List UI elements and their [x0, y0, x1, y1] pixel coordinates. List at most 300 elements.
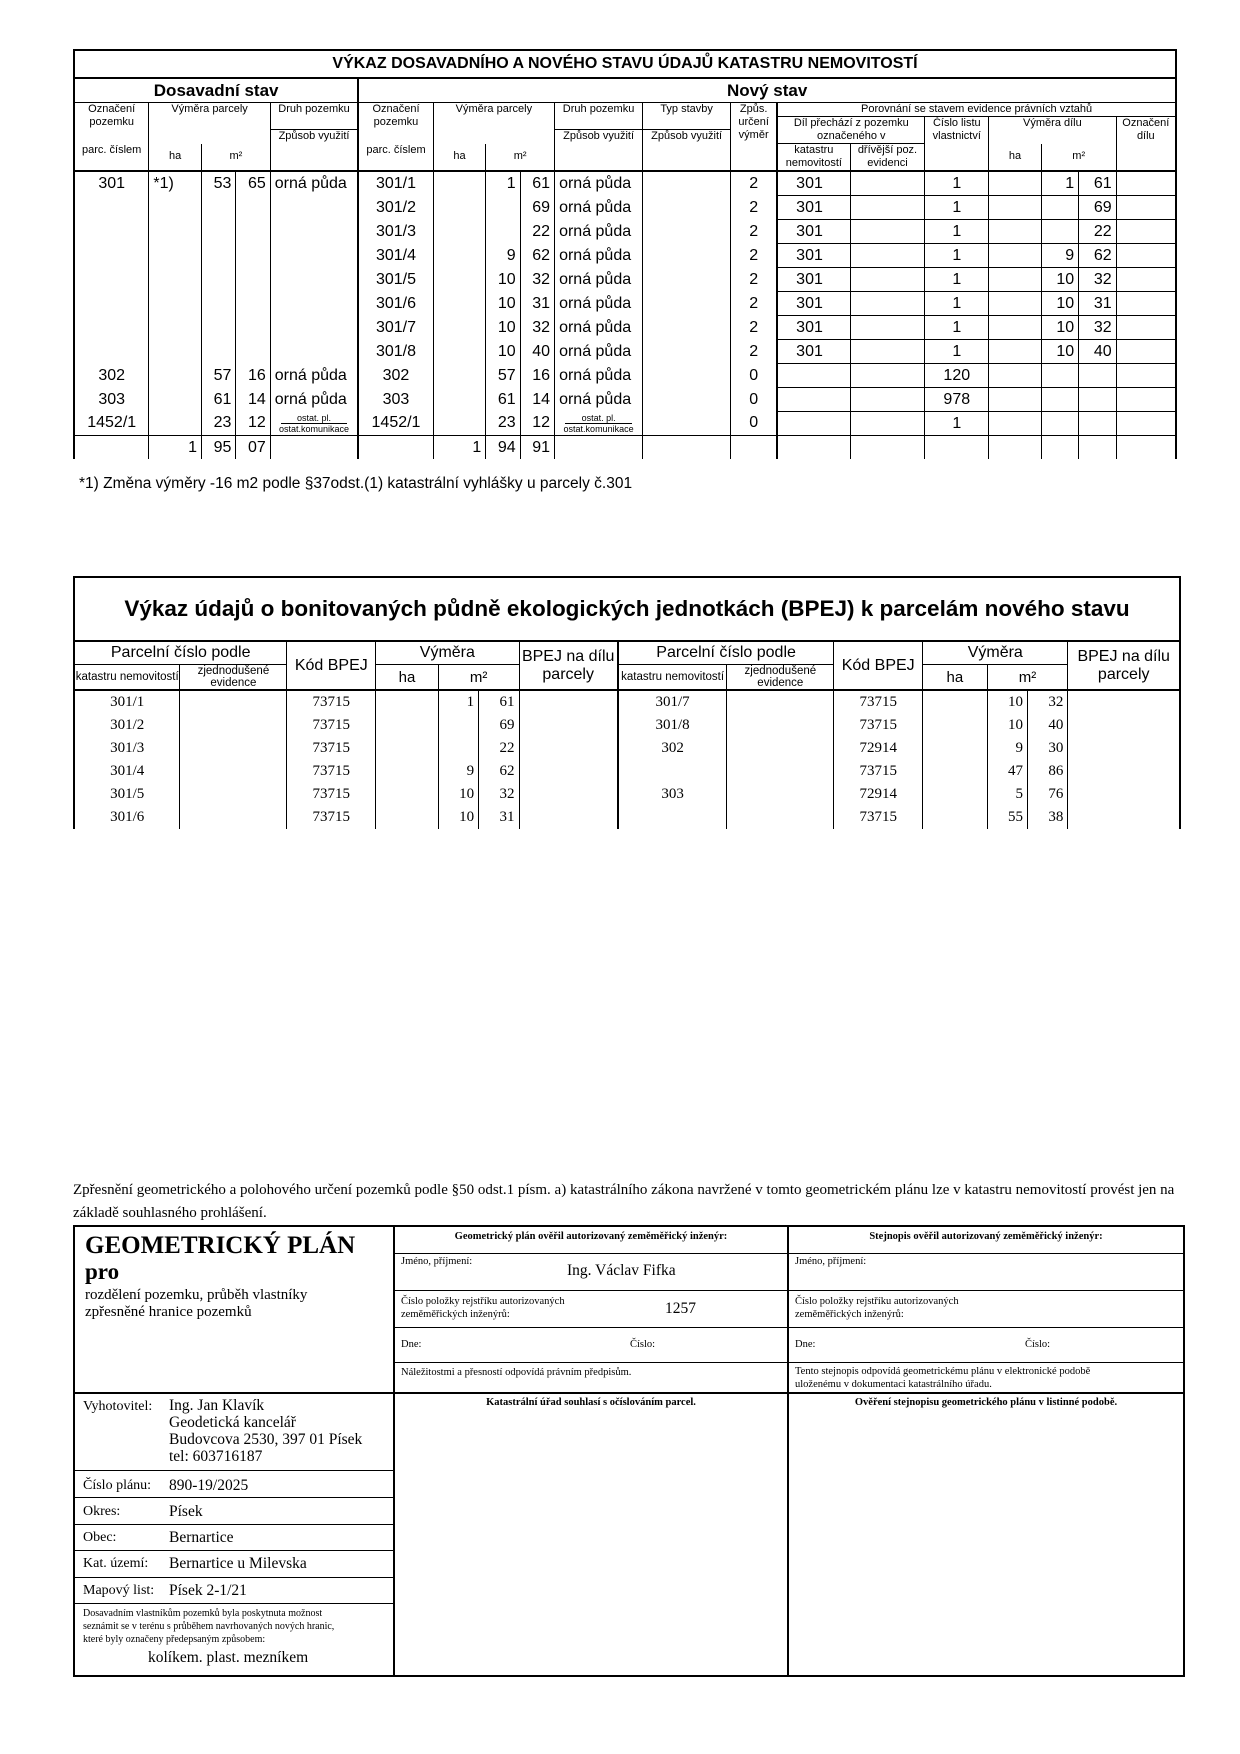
- cell-katastru: 301: [777, 340, 850, 364]
- bpej-m2a: 9: [987, 737, 1027, 760]
- cell-old-m2a: [201, 244, 235, 268]
- tot-empty: [74, 436, 149, 460]
- cell-dil-ozn: [1116, 412, 1176, 436]
- tot-empty: [925, 436, 989, 460]
- bpej-parc: 301/3: [75, 737, 180, 760]
- t2-h-bpej: BPEJ na dílu parcely: [519, 642, 618, 690]
- cell-dil-m2b: 31: [1079, 292, 1116, 316]
- bpej-kod: 73715: [834, 760, 923, 783]
- cell-drivejsi: [850, 388, 925, 412]
- h-porovnani: Porovnání se stavem evidence právních vztahů: [777, 103, 1176, 117]
- cell-new-druh: orná půda: [555, 364, 643, 388]
- cell-new-parc: 1452/1: [358, 412, 433, 436]
- cell-typ: [643, 244, 731, 268]
- cell-dil-m2b: 40: [1079, 340, 1116, 364]
- bpej-ha: [376, 714, 439, 737]
- cell-dil-m2a: 9: [1041, 244, 1078, 268]
- cell-urceni: 2: [731, 244, 778, 268]
- cell-list: 1: [925, 220, 989, 244]
- table-row: [74, 292, 1176, 316]
- bpej-ha: [376, 690, 439, 714]
- cell-katastru: [777, 412, 850, 436]
- tot-empty: [777, 436, 850, 460]
- cell-new-druh: orná půda: [555, 244, 643, 268]
- cell-old-druh: [270, 292, 358, 316]
- cell-new-m2a: 9: [486, 244, 520, 268]
- cell-drivejsi: [850, 171, 925, 196]
- bpej-dil: [519, 690, 618, 714]
- cell-dil-ozn: [1116, 171, 1176, 196]
- bpej-ha: [376, 737, 439, 760]
- cell-dil-ozn: [1116, 292, 1176, 316]
- table-row: [75, 806, 1179, 829]
- cislo-label-r: Číslo:: [1025, 1339, 1051, 1350]
- cell-drivejsi: [850, 412, 925, 436]
- t2-h-vymera-r: Výměra: [923, 642, 1068, 665]
- cell-old-ha: [149, 316, 202, 340]
- t2-h-zjed: zjednodušené evidence: [180, 665, 287, 691]
- cell-old-m2a: [201, 340, 235, 364]
- table-row: [75, 783, 1179, 806]
- bpej-kod: 73715: [834, 714, 923, 737]
- cell-old-druh: [270, 196, 358, 220]
- bpej-ha: [376, 760, 439, 783]
- cell-dil-m2a: 1: [1041, 171, 1078, 196]
- cell-dil-m2b: 22: [1079, 220, 1116, 244]
- table-row: [74, 340, 1176, 364]
- plan-title: GEOMETRICKÝ PLÁN: [85, 1232, 356, 1259]
- cell-drivejsi: [850, 196, 925, 220]
- cell-typ: [643, 292, 731, 316]
- bpej-m2a: 10: [438, 806, 478, 829]
- bpej-parc: 301/2: [75, 714, 180, 737]
- bpej-parc: 301/7: [618, 690, 727, 714]
- bpej-m2b: 32: [1028, 690, 1068, 714]
- cell-urceni: 2: [731, 340, 778, 364]
- bpej-zjed: [180, 714, 287, 737]
- cell-old-ha: [149, 364, 202, 388]
- h-vymera-new: Výměra parcely: [433, 103, 554, 144]
- cell-list: 1: [925, 412, 989, 436]
- cell-new-druh: orná půda: [555, 340, 643, 364]
- bpej-zjed: [180, 760, 287, 783]
- table-row: [75, 714, 1179, 737]
- t2-h-parcelni: Parcelní číslo podle: [75, 642, 287, 665]
- cell-typ: [643, 220, 731, 244]
- t2-h-vymera: Výměra: [376, 642, 519, 665]
- bpej-ha: [923, 714, 988, 737]
- bpej-m2a: 10: [987, 690, 1027, 714]
- cell-new-ha: [433, 268, 486, 292]
- cell-new-m2a: 10: [486, 268, 520, 292]
- bpej-parc: 301/6: [75, 806, 180, 829]
- mid-head: Geometrický plán ověřil autorizovaný zeměměřický inženýr:: [454, 1231, 728, 1242]
- cell-dil-m2a: 10: [1041, 340, 1078, 364]
- t2-h-m2-r: m²: [987, 665, 1068, 691]
- section-old-state: Dosavadní stav: [74, 78, 358, 103]
- tot-empty: [555, 436, 643, 460]
- bpej-kod: 73715: [834, 690, 923, 714]
- cell-urceni: 2: [731, 196, 778, 220]
- bpej-m2b: 22: [479, 737, 519, 760]
- cell-katastru: 301: [777, 292, 850, 316]
- bpej-kod: 73715: [287, 714, 376, 737]
- cell-urceni: 2: [731, 316, 778, 340]
- bpej-kod: 73715: [287, 737, 376, 760]
- overeni-stejnopisu: Ověření stejnopisu geometrického plánu v listinné podobě.: [854, 1397, 1118, 1408]
- bpej-kod: 73715: [287, 760, 376, 783]
- cell-old-druh: ostat. pl. ostat.komunikace: [270, 412, 358, 436]
- cell-urceni: 2: [731, 292, 778, 316]
- polozka-cislo: 1257: [665, 1300, 696, 1317]
- plan-purpose-1: rozdělení pozemku, průběh vlastníky: [85, 1287, 308, 1303]
- cell-drivejsi: [850, 316, 925, 340]
- bpej-dil: [1068, 690, 1179, 714]
- cell-old-ha: [149, 388, 202, 412]
- okres: Písek: [169, 1503, 203, 1520]
- bpej-dil: [519, 783, 618, 806]
- cell-new-parc: 303: [358, 388, 433, 412]
- cell-new-m2b: 12: [520, 412, 554, 436]
- cell-old-m2b: 16: [236, 364, 270, 388]
- bpej-m2a: 10: [438, 783, 478, 806]
- cell-old-m2a: [201, 196, 235, 220]
- bpej-m2b: 32: [479, 783, 519, 806]
- cell-old-druh: [270, 316, 358, 340]
- cell-list: 120: [925, 364, 989, 388]
- t2-h-parcelni-r: Parcelní číslo podle: [618, 642, 834, 665]
- table-row: [74, 412, 1176, 436]
- cell-old-m2a: 23: [201, 412, 235, 436]
- cell-old-ha: [149, 244, 202, 268]
- bpej-m2a: 5: [987, 783, 1027, 806]
- cell-dil-m2b: 32: [1079, 268, 1116, 292]
- cell-old-m2b: [236, 340, 270, 364]
- cell-old-parc: 1452/1: [74, 412, 149, 436]
- vyhotovitel-label: Vyhotovitel:: [83, 1399, 153, 1414]
- cell-dil-ozn: [1116, 268, 1176, 292]
- table2-title: Výkaz údajů o bonitovaných půdně ekologických jednotkách (BPEJ) k parcelám nového stavu: [75, 578, 1179, 642]
- cell-dil-m2b: [1079, 364, 1116, 388]
- cell-new-ha: [433, 340, 486, 364]
- tot-empty: [358, 436, 433, 460]
- cell-dil-m2a: [1041, 412, 1078, 436]
- cell-list: 1: [925, 244, 989, 268]
- t2-h-zjed-r: zjednodušené evidence: [727, 665, 834, 691]
- cell-typ: [643, 340, 731, 364]
- cell-dil-m2b: [1079, 412, 1116, 436]
- bpej-zjed: [727, 760, 834, 783]
- tot-empty: [643, 436, 731, 460]
- legal-note: Zpřesnění geometrického a polohového určení pozemků podle §50 odst.1 písm. a) katastrálního zákona navržené v tomto geometrickém plánu lze v katastru nemovitostí provést jen na základě souhlasného prohlášení.: [73, 1182, 1175, 1221]
- cell-new-ha: [433, 316, 486, 340]
- bpej-zjed: [727, 806, 834, 829]
- table-row: [74, 316, 1176, 340]
- tot-empty: [1041, 436, 1078, 460]
- tot-new-m2b: 91: [520, 436, 554, 460]
- cell-katastru: 301: [777, 316, 850, 340]
- h-cislo-listu: Číslo listu vlastnictví: [925, 117, 989, 144]
- h-oznaceni-dilu: Označení dílu: [1116, 117, 1176, 144]
- bpej-kod: 72914: [834, 783, 923, 806]
- mapovy-list: Písek 2-1/21: [169, 1582, 247, 1599]
- okres-label: Okres:: [83, 1504, 121, 1519]
- bpej-dil: [1068, 760, 1179, 783]
- kat-uzemi-label: Kat. území:: [83, 1556, 149, 1571]
- cell-typ: [643, 364, 731, 388]
- cell-list: 978: [925, 388, 989, 412]
- cell-dil-m2b: 62: [1079, 244, 1116, 268]
- cell-old-m2b: [236, 292, 270, 316]
- cell-dil-ha: [989, 412, 1042, 436]
- t2-h-m2: m²: [438, 665, 519, 691]
- bpej-kod: 73715: [834, 806, 923, 829]
- table-row: [74, 388, 1176, 412]
- h-oznaceni-old: Označení pozemku: [74, 103, 149, 144]
- t2-h-ha-r: ha: [923, 665, 988, 691]
- stejnopis-text: Tento stejnopis odpovídá geometrickému plánu v elektronické podobě uloženému v dokumentaci katastrálního úřadu.: [795, 1366, 1091, 1390]
- tot-new-ha: 1: [433, 436, 486, 460]
- cislo-planu-label: Číslo plánu:: [83, 1478, 152, 1493]
- cell-urceni: 0: [731, 388, 778, 412]
- bpej-parc: 301/5: [75, 783, 180, 806]
- t2-h-kod-r: Kód BPEJ: [834, 642, 923, 690]
- cell-dil-m2a: 10: [1041, 292, 1078, 316]
- seznameni: Dosavadním vlastníkům pozemků byla poskytnuta možnost seznámit se v terénu s průběhem navrhovaných nových hranic, které byly označeny předepsaným způsobem:: [83, 1608, 335, 1645]
- bpej-m2a: [438, 737, 478, 760]
- cell-old-m2a: [201, 292, 235, 316]
- cell-typ: [643, 171, 731, 196]
- dne-label: Dne:: [401, 1339, 422, 1350]
- table-row: [75, 760, 1179, 783]
- plan-purpose-2: zpřesněné hranice pozemků: [85, 1304, 252, 1320]
- cell-dil-ha: [989, 388, 1042, 412]
- cell-new-druh: orná půda: [555, 388, 643, 412]
- cell-list: 1: [925, 340, 989, 364]
- table-row: [75, 690, 1179, 714]
- cell-dil-ozn: [1116, 364, 1176, 388]
- cell-new-parc: 301/1: [358, 171, 433, 196]
- bpej-zjed: [727, 714, 834, 737]
- cell-new-m2a: 10: [486, 292, 520, 316]
- cell-new-ha: [433, 364, 486, 388]
- cell-dil-ha: [989, 171, 1042, 196]
- cell-old-ha: [149, 220, 202, 244]
- cell-new-m2a: 57: [486, 364, 520, 388]
- cell-new-ha: [433, 220, 486, 244]
- h-druh-new: Druh pozemku Způsob využití: [555, 103, 643, 144]
- cell-typ: [643, 196, 731, 220]
- tot-old-m2b: 07: [236, 436, 270, 460]
- cell-new-druh: orná půda: [555, 220, 643, 244]
- cell-katastru: [777, 364, 850, 388]
- cell-list: 1: [925, 268, 989, 292]
- cell-old-ha: [149, 268, 202, 292]
- cell-old-m2b: 14: [236, 388, 270, 412]
- h-ha-old: ha: [149, 144, 202, 172]
- vyhotovitel: Ing. Jan Klavík Geodetická kancelář Budovcova 2530, 397 01 Písek tel: 603716187: [169, 1397, 363, 1465]
- cell-list: 1: [925, 292, 989, 316]
- cell-new-druh: orná půda: [555, 268, 643, 292]
- bpej-m2b: 38: [1028, 806, 1068, 829]
- cell-old-parc: [74, 220, 149, 244]
- cell-old-m2b: [236, 244, 270, 268]
- cell-new-ha: [433, 412, 486, 436]
- cell-old-ha: [149, 340, 202, 364]
- bpej-ha: [923, 806, 988, 829]
- cell-new-m2b: 32: [520, 268, 554, 292]
- cell-dil-ha: [989, 244, 1042, 268]
- cell-drivejsi: [850, 268, 925, 292]
- cell-dil-m2b: 32: [1079, 316, 1116, 340]
- tot-empty: [989, 436, 1042, 460]
- cell-katastru: [777, 388, 850, 412]
- cell-old-m2b: [236, 316, 270, 340]
- cell-new-m2b: 61: [520, 171, 554, 196]
- bpej-parc: 301/8: [618, 714, 727, 737]
- cell-urceni: 0: [731, 412, 778, 436]
- cell-old-druh: [270, 268, 358, 292]
- t2-h-katastru-r: katastru nemovitostí: [618, 665, 727, 691]
- cell-new-druh: orná půda: [555, 316, 643, 340]
- cell-old-ha: [149, 412, 202, 436]
- bpej-dil: [1068, 806, 1179, 829]
- totals-row: [74, 436, 1176, 460]
- cell-dil-m2b: 61: [1079, 171, 1116, 196]
- cell-old-m2a: 57: [201, 364, 235, 388]
- cell-new-m2a: 1: [486, 171, 520, 196]
- cell-old-ha: [149, 292, 202, 316]
- bpej-kod: 73715: [287, 690, 376, 714]
- cell-dil-m2a: [1041, 388, 1078, 412]
- cell-new-ha: [433, 196, 486, 220]
- tot-empty: [1079, 436, 1116, 460]
- cell-old-parc: 301: [74, 171, 149, 196]
- geometric-plan-form: [73, 1225, 1185, 1677]
- cell-dil-ha: [989, 364, 1042, 388]
- h-m2-dil: m²: [1041, 144, 1116, 172]
- cell-new-m2a: 23: [486, 412, 520, 436]
- cell-new-m2a: [486, 220, 520, 244]
- bpej-m2b: 40: [1028, 714, 1068, 737]
- obec-label: Obec:: [83, 1530, 117, 1545]
- bpej-parc: 301/1: [75, 690, 180, 714]
- cell-new-m2b: 40: [520, 340, 554, 364]
- cell-old-m2b: 65: [236, 171, 270, 196]
- cell-dil-ha: [989, 340, 1042, 364]
- nalezitosti: Náležitostmi a přesností odpovídá právním předpisům.: [401, 1367, 632, 1378]
- tot-empty: [850, 436, 925, 460]
- table-row: [74, 220, 1176, 244]
- cell-new-ha: [433, 244, 486, 268]
- bpej-m2a: 55: [987, 806, 1027, 829]
- bpej-zjed: [180, 690, 287, 714]
- katastralni-urad: Katastrální úřad souhlasí s očíslováním parcel.: [486, 1397, 696, 1408]
- bpej-zjed: [727, 783, 834, 806]
- cell-drivejsi: [850, 244, 925, 268]
- cell-new-parc: 301/2: [358, 196, 433, 220]
- bpej-kod: 72914: [834, 737, 923, 760]
- cell-old-m2a: [201, 316, 235, 340]
- cell-old-parc: [74, 316, 149, 340]
- cell-old-druh: [270, 244, 358, 268]
- cell-katastru: 301: [777, 244, 850, 268]
- cell-old-m2a: [201, 220, 235, 244]
- cell-old-m2a: [201, 268, 235, 292]
- bpej-zjed: [727, 690, 834, 714]
- cell-old-ha: [149, 196, 202, 220]
- tot-old-ha: 1: [149, 436, 202, 460]
- bpej-m2b: 76: [1028, 783, 1068, 806]
- cell-dil-m2a: 10: [1041, 316, 1078, 340]
- cell-dil-ha: [989, 196, 1042, 220]
- bpej-dil: [519, 714, 618, 737]
- cadastre-status-table: [73, 49, 1177, 459]
- cell-drivejsi: [850, 292, 925, 316]
- cell-new-parc: 301/3: [358, 220, 433, 244]
- h-oznaceni-new: Označení pozemku: [358, 103, 433, 144]
- cell-new-m2a: 10: [486, 340, 520, 364]
- cell-dil-ha: [989, 292, 1042, 316]
- right-head: Stejnopis ověřil autorizovaný zeměměřický inženýr:: [869, 1231, 1103, 1242]
- cell-old-druh: orná půda: [270, 171, 358, 196]
- h-parc-new: parc. číslem: [358, 144, 433, 172]
- cell-old-druh: orná půda: [270, 388, 358, 412]
- cell-urceni: 0: [731, 364, 778, 388]
- cell-list: 1: [925, 196, 989, 220]
- cell-drivejsi: [850, 364, 925, 388]
- bpej-zjed: [180, 806, 287, 829]
- cell-dil-ha: [989, 220, 1042, 244]
- cell-new-parc: 301/5: [358, 268, 433, 292]
- t2-h-ha: ha: [376, 665, 439, 691]
- bpej-dil: [519, 806, 618, 829]
- cell-typ: [643, 316, 731, 340]
- cell-dil-ozn: [1116, 220, 1176, 244]
- kat-uzemi: Bernartice u Milevska: [169, 1555, 307, 1572]
- h-typ-stavby: Typ stavby Způsob využití: [643, 103, 731, 144]
- cell-dil-ha: [989, 268, 1042, 292]
- h-vymera-old: Výměra parcely: [149, 103, 270, 144]
- bpej-zjed: [727, 737, 834, 760]
- bpej-dil: [1068, 714, 1179, 737]
- h-drivejsi: dřívější poz. evidenci: [850, 144, 925, 172]
- cell-new-ha: [433, 171, 486, 196]
- cell-old-m2a: 53: [201, 171, 235, 196]
- cell-old-druh: [270, 220, 358, 244]
- cell-katastru: 301: [777, 268, 850, 292]
- cell-old-parc: 302: [74, 364, 149, 388]
- bpej-m2a: 10: [987, 714, 1027, 737]
- cell-new-m2b: 22: [520, 220, 554, 244]
- cell-dil-m2a: [1041, 364, 1078, 388]
- t2-h-kod: Kód BPEJ: [287, 642, 376, 690]
- bpej-m2a: 9: [438, 760, 478, 783]
- cell-new-parc: 301/7: [358, 316, 433, 340]
- h-vymera-dilu: Výměra dílu: [989, 117, 1116, 144]
- cell-new-m2b: 14: [520, 388, 554, 412]
- bpej-m2b: 62: [479, 760, 519, 783]
- cell-dil-m2b: 69: [1079, 196, 1116, 220]
- polozka-label-r: Číslo položky rejstříku autorizovaných zeměměřických inženýrů:: [795, 1296, 959, 1320]
- bpej-ha: [376, 783, 439, 806]
- jmeno-label: Jméno, příjmení:: [401, 1256, 473, 1267]
- cell-list: 1: [925, 316, 989, 340]
- polozka-label: Číslo položky rejstříku autorizovaných zeměměřických inženýrů:: [401, 1296, 565, 1320]
- cell-old-m2b: 12: [236, 412, 270, 436]
- h-katastru: katastru nemovitostí: [777, 144, 850, 172]
- table-row: [75, 737, 1179, 760]
